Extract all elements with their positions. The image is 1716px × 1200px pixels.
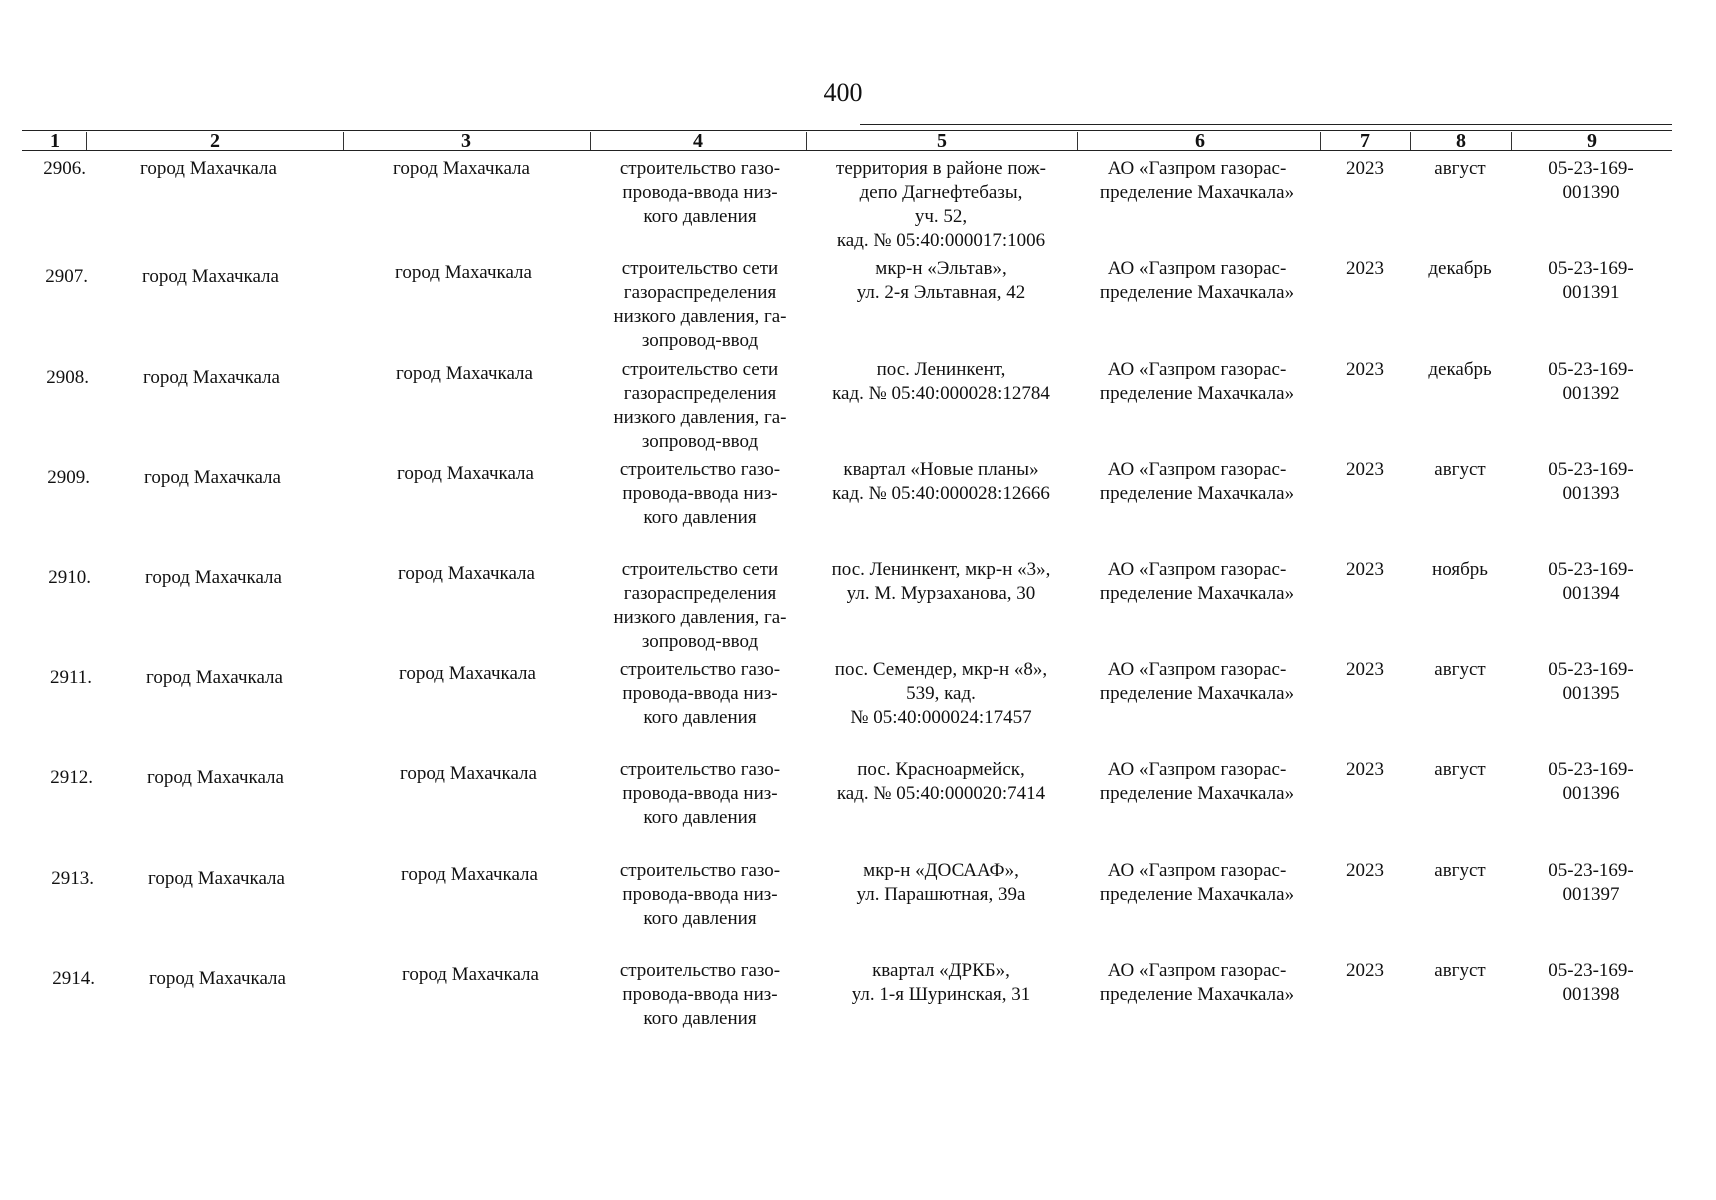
cell-work-type (590, 758, 810, 830)
cell-locality: город Махачкала (400, 763, 537, 784)
column-header-4: 4 (693, 130, 703, 152)
cell-code-line: 001397 (1562, 884, 1620, 905)
cell-code (1516, 859, 1666, 907)
cell-organization (1082, 558, 1312, 606)
cell-organization-line: пределение Махачкала» (1099, 783, 1295, 804)
cell-code-line: 05-23-169- (1548, 258, 1634, 279)
cell-work-type-line: строительство газо- (619, 659, 781, 680)
cell-work-type (590, 257, 810, 353)
cell-address-line: ул. Парашютная, 39а (856, 884, 1026, 905)
cell-work-type-line: строительство газо- (619, 759, 781, 780)
cell-locality: город Махачкала (395, 262, 532, 283)
cell-address (811, 257, 1071, 305)
cell-organization (1082, 859, 1312, 907)
cell-code (1516, 257, 1666, 305)
cell-code-line: 05-23-169- (1548, 759, 1634, 780)
cell-work-type (590, 658, 810, 730)
column-header-8: 8 (1456, 130, 1466, 152)
cell-address-line: кад. № 05:40:000020:7414 (836, 783, 1046, 804)
cell-address (811, 758, 1071, 806)
cell-year: 2023 (1346, 459, 1384, 480)
cell-organization-line: АО «Газпром газорас- (1107, 359, 1287, 380)
cell-work-type-line: кого давления (643, 507, 757, 528)
cell-month: август (1434, 960, 1486, 981)
cell-number: 2912. (50, 767, 93, 788)
cell-address-line: квартал «ДРКБ», (872, 960, 1010, 981)
column-header-7: 7 (1360, 130, 1370, 152)
cell-code-line: 001392 (1562, 383, 1620, 404)
cell-address-line: кад. № 05:40:000028:12784 (832, 383, 1050, 404)
cell-organization (1082, 758, 1312, 806)
cell-work-type-line: строительство газо- (619, 960, 781, 981)
cell-number: 2911. (49, 667, 92, 688)
cell-work-type-line: газораспределения (623, 583, 777, 604)
cell-district: город Махачкала (148, 868, 285, 889)
cell-work-type-line: строительство газо- (619, 459, 781, 480)
cell-locality: город Махачкала (398, 563, 535, 584)
column-header-2: 2 (210, 130, 220, 152)
cell-code (1516, 758, 1666, 806)
cell-district: город Махачкала (145, 567, 282, 588)
column-header-9: 9 (1587, 130, 1597, 152)
table-row (0, 458, 1716, 554)
cell-address-line: кад. № 05:40:000017:1006 (836, 230, 1046, 251)
cell-month: декабрь (1428, 359, 1492, 380)
cell-work-type-line: провода-ввода низ- (622, 483, 778, 504)
cell-organization-line: АО «Газпром газорас- (1107, 459, 1287, 480)
cell-work-type (590, 458, 810, 530)
cell-work-type-line: кого давления (643, 807, 757, 828)
cell-address-line: кад. № 05:40:000028:12666 (832, 483, 1050, 504)
table-row (0, 859, 1716, 955)
cell-locality: город Махачкала (399, 663, 536, 684)
cell-organization-line: АО «Газпром газорас- (1107, 158, 1287, 179)
cell-year: 2023 (1346, 158, 1384, 179)
cell-address (811, 558, 1071, 606)
cell-address-line: пос. Красноармейск, (857, 759, 1025, 780)
cell-work-type-line: провода-ввода низ- (622, 984, 778, 1005)
cell-district: город Махачкала (149, 968, 286, 989)
cell-address (811, 859, 1071, 907)
cell-address-line: уч. 52, (914, 206, 968, 227)
cell-number: 2906. (43, 158, 86, 179)
cell-number: 2910. (48, 567, 91, 588)
cell-work-type-line: кого давления (643, 206, 757, 227)
cell-code-line: 001390 (1562, 182, 1620, 203)
cell-locality: город Махачкала (397, 463, 534, 484)
cell-code-line: 05-23-169- (1548, 359, 1634, 380)
cell-organization-line: пределение Махачкала» (1099, 884, 1295, 905)
cell-number: 2913. (51, 868, 94, 889)
table-header (0, 130, 1716, 152)
cell-address (811, 458, 1071, 506)
cell-month: декабрь (1428, 258, 1492, 279)
cell-year: 2023 (1346, 359, 1384, 380)
cell-work-type-line: газораспределения (623, 383, 777, 404)
cell-locality: город Махачкала (402, 964, 539, 985)
cell-work-type-line: зопровод-ввод (641, 330, 759, 351)
cell-work-type-line: кого давления (643, 1008, 757, 1029)
cell-month: август (1434, 158, 1486, 179)
cell-address-line: ул. 2-я Эльтавная, 42 (856, 282, 1026, 303)
cell-district: город Махачкала (142, 266, 279, 287)
column-header-6: 6 (1195, 130, 1205, 152)
cell-work-type-line: строительство сети (621, 359, 779, 380)
column-header-3: 3 (461, 130, 471, 152)
table-row (0, 358, 1716, 454)
cell-code-line: 05-23-169- (1548, 158, 1634, 179)
cell-district: город Махачкала (140, 158, 277, 179)
cell-work-type-line: низкого давления, га- (613, 306, 787, 327)
cell-organization-line: пределение Махачкала» (1099, 583, 1295, 604)
cell-address (811, 358, 1071, 406)
cell-code-line: 05-23-169- (1548, 659, 1634, 680)
cell-address-line: пос. Ленинкент, (876, 359, 1006, 380)
cell-organization (1082, 458, 1312, 506)
cell-district: город Махачкала (146, 667, 283, 688)
cell-month: август (1434, 759, 1486, 780)
cell-organization-line: пределение Махачкала» (1099, 182, 1295, 203)
cell-work-type-line: провода-ввода низ- (622, 884, 778, 905)
cell-locality: город Махачкала (393, 158, 530, 179)
cell-year: 2023 (1346, 960, 1384, 981)
cell-address-line: ул. М. Мурзаханова, 30 (846, 583, 1036, 604)
cell-code-line: 05-23-169- (1548, 860, 1634, 881)
cell-organization-line: АО «Газпром газорас- (1107, 960, 1287, 981)
cell-year: 2023 (1346, 258, 1384, 279)
cell-organization-line: пределение Махачкала» (1099, 984, 1295, 1005)
cell-code (1516, 157, 1666, 205)
cell-number: 2908. (46, 367, 89, 388)
cell-code-line: 05-23-169- (1548, 459, 1634, 480)
cell-code-line: 05-23-169- (1548, 559, 1634, 580)
cell-code (1516, 358, 1666, 406)
column-header-5: 5 (937, 130, 947, 152)
cell-organization (1082, 959, 1312, 1007)
table-row (0, 257, 1716, 353)
cell-number: 2907. (45, 266, 88, 287)
cell-code-line: 05-23-169- (1548, 960, 1634, 981)
cell-month: август (1434, 459, 1486, 480)
column-header-1: 1 (50, 130, 60, 152)
cell-organization-line: пределение Махачкала» (1099, 383, 1295, 404)
cell-code (1516, 658, 1666, 706)
cell-address-line: пос. Семендер, мкр-н «8», (834, 659, 1048, 680)
cell-code-line: 001398 (1562, 984, 1620, 1005)
cell-address (811, 658, 1071, 730)
cell-address-line: пос. Ленинкент, мкр-н «3», (831, 559, 1051, 580)
cell-address-line: территория в районе пож- (836, 158, 1046, 179)
cell-address-line: мкр-н «ДОСААФ», (863, 860, 1019, 881)
cell-year: 2023 (1346, 759, 1384, 780)
cell-work-type-line: низкого давления, га- (613, 407, 787, 428)
cell-locality: город Махачкала (396, 363, 533, 384)
table-row (0, 658, 1716, 754)
cell-code-line: 001396 (1562, 783, 1620, 804)
table-row (0, 758, 1716, 854)
cell-organization-line: пределение Махачкала» (1099, 483, 1295, 504)
cell-month: ноябрь (1432, 559, 1488, 580)
cell-work-type (590, 157, 810, 229)
cell-organization-line: АО «Газпром газорас- (1107, 659, 1287, 680)
cell-address-line: квартал «Новые планы» (843, 459, 1039, 480)
cell-code-line: 001395 (1562, 683, 1620, 704)
cell-organization-line: пределение Махачкала» (1099, 683, 1295, 704)
cell-work-type-line: низкого давления, га- (613, 607, 787, 628)
cell-code (1516, 558, 1666, 606)
cell-work-type-line: кого давления (643, 908, 757, 929)
table-row (0, 558, 1716, 654)
cell-organization (1082, 257, 1312, 305)
table-row (0, 959, 1716, 1055)
cell-work-type-line: газораспределения (623, 282, 777, 303)
header-upper-rule (860, 124, 1672, 125)
cell-year: 2023 (1346, 860, 1384, 881)
cell-work-type (590, 358, 810, 454)
cell-work-type-line: провода-ввода низ- (622, 683, 778, 704)
cell-work-type (590, 558, 810, 654)
cell-address-line: ул. 1-я Шуринская, 31 (851, 984, 1031, 1005)
cell-work-type-line: строительство сети (621, 559, 779, 580)
cell-work-type-line: провода-ввода низ- (622, 783, 778, 804)
cell-code (1516, 959, 1666, 1007)
cell-month: август (1434, 659, 1486, 680)
cell-work-type-line: строительство газо- (619, 860, 781, 881)
cell-work-type-line: провода-ввода низ- (622, 182, 778, 203)
cell-district: город Махачкала (144, 467, 281, 488)
cell-organization-line: АО «Газпром газорас- (1107, 759, 1287, 780)
cell-organization-line: пределение Махачкала» (1099, 282, 1295, 303)
cell-organization (1082, 157, 1312, 205)
cell-code-line: 001394 (1562, 583, 1620, 604)
cell-code (1516, 458, 1666, 506)
page-number: 400 (823, 78, 863, 107)
cell-address-line: мкр-н «Эльтав», (875, 258, 1007, 279)
cell-organization-line: АО «Газпром газорас- (1107, 860, 1287, 881)
cell-work-type-line: зопровод-ввод (641, 631, 759, 652)
cell-work-type-line: кого давления (643, 707, 757, 728)
cell-organization-line: АО «Газпром газорас- (1107, 258, 1287, 279)
cell-organization-line: АО «Газпром газорас- (1107, 559, 1287, 580)
cell-district: город Махачкала (147, 767, 284, 788)
cell-address (811, 157, 1071, 253)
cell-work-type-line: строительство газо- (619, 158, 781, 179)
cell-work-type (590, 859, 810, 931)
cell-address-line: депо Дагнефтебазы, (859, 182, 1023, 203)
cell-address-line: 539, кад. (906, 683, 976, 704)
cell-year: 2023 (1346, 559, 1384, 580)
cell-number: 2914. (52, 968, 95, 989)
table-row (0, 157, 1716, 253)
cell-work-type-line: строительство сети (621, 258, 779, 279)
cell-organization (1082, 358, 1312, 406)
cell-address-line: № 05:40:000024:17457 (850, 707, 1032, 728)
cell-district: город Махачкала (143, 367, 280, 388)
cell-code-line: 001393 (1562, 483, 1620, 504)
cell-work-type (590, 959, 810, 1031)
cell-address (811, 959, 1071, 1007)
cell-work-type-line: зопровод-ввод (641, 431, 759, 452)
cell-organization (1082, 658, 1312, 706)
cell-code-line: 001391 (1562, 282, 1620, 303)
cell-month: август (1434, 860, 1486, 881)
cell-locality: город Махачкала (401, 864, 538, 885)
cell-number: 2909. (47, 467, 90, 488)
cell-year: 2023 (1346, 659, 1384, 680)
